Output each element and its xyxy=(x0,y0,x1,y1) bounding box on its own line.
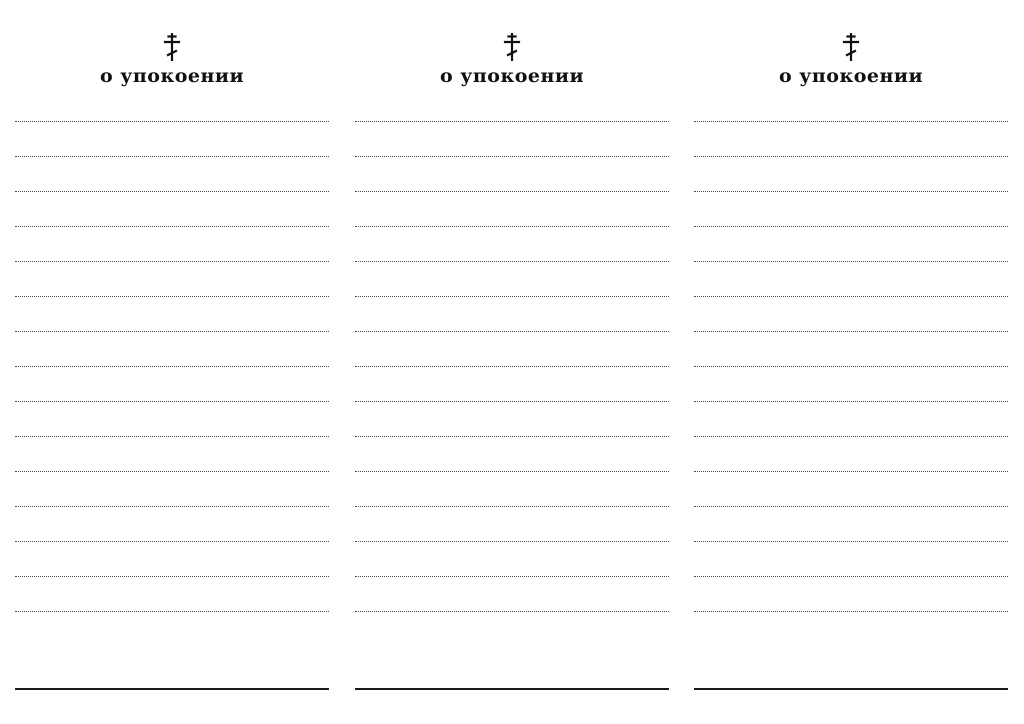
write-line xyxy=(694,156,1008,157)
write-line xyxy=(694,401,1008,402)
note-column-1 xyxy=(15,0,329,724)
write-line xyxy=(15,471,329,472)
write-line xyxy=(15,436,329,437)
write-line xyxy=(355,436,669,437)
sheet-title: о упокоении xyxy=(99,65,245,87)
write-line xyxy=(694,296,1008,297)
write-line xyxy=(15,296,329,297)
write-line xyxy=(355,226,669,227)
write-line xyxy=(15,121,329,122)
write-line xyxy=(355,401,669,402)
write-line xyxy=(694,121,1008,122)
write-line xyxy=(355,191,669,192)
write-line xyxy=(15,331,329,332)
write-line xyxy=(694,611,1008,612)
write-line xyxy=(694,436,1008,437)
write-line xyxy=(694,471,1008,472)
write-line xyxy=(694,541,1008,542)
write-line xyxy=(355,156,669,157)
write-line xyxy=(355,576,669,577)
write-line xyxy=(355,121,669,122)
write-line xyxy=(694,366,1008,367)
sheet-title: о упокоении xyxy=(439,65,585,87)
write-line xyxy=(15,191,329,192)
write-line xyxy=(694,506,1008,507)
write-line xyxy=(15,611,329,612)
write-line xyxy=(15,541,329,542)
write-line xyxy=(694,261,1008,262)
write-line xyxy=(355,541,669,542)
write-line xyxy=(15,401,329,402)
write-line xyxy=(355,611,669,612)
note-column-3 xyxy=(694,0,1008,724)
write-line xyxy=(355,296,669,297)
write-line xyxy=(15,506,329,507)
write-line xyxy=(694,576,1008,577)
write-line xyxy=(355,261,669,262)
orthodox-cross-icon xyxy=(15,33,329,63)
bottom-rule xyxy=(355,688,669,690)
write-line xyxy=(15,226,329,227)
orthodox-cross-icon xyxy=(694,33,1008,63)
write-line xyxy=(694,191,1008,192)
sheet-title: о упокоении xyxy=(778,65,924,87)
bottom-rule xyxy=(15,688,329,690)
write-line xyxy=(15,576,329,577)
write-line xyxy=(355,331,669,332)
write-line xyxy=(15,156,329,157)
write-line xyxy=(355,366,669,367)
write-line xyxy=(694,226,1008,227)
write-line xyxy=(15,366,329,367)
write-line xyxy=(694,331,1008,332)
orthodox-cross-icon xyxy=(355,33,669,63)
write-line xyxy=(355,506,669,507)
bottom-rule xyxy=(694,688,1008,690)
write-line xyxy=(15,261,329,262)
note-column-2 xyxy=(355,0,669,724)
write-line xyxy=(355,471,669,472)
